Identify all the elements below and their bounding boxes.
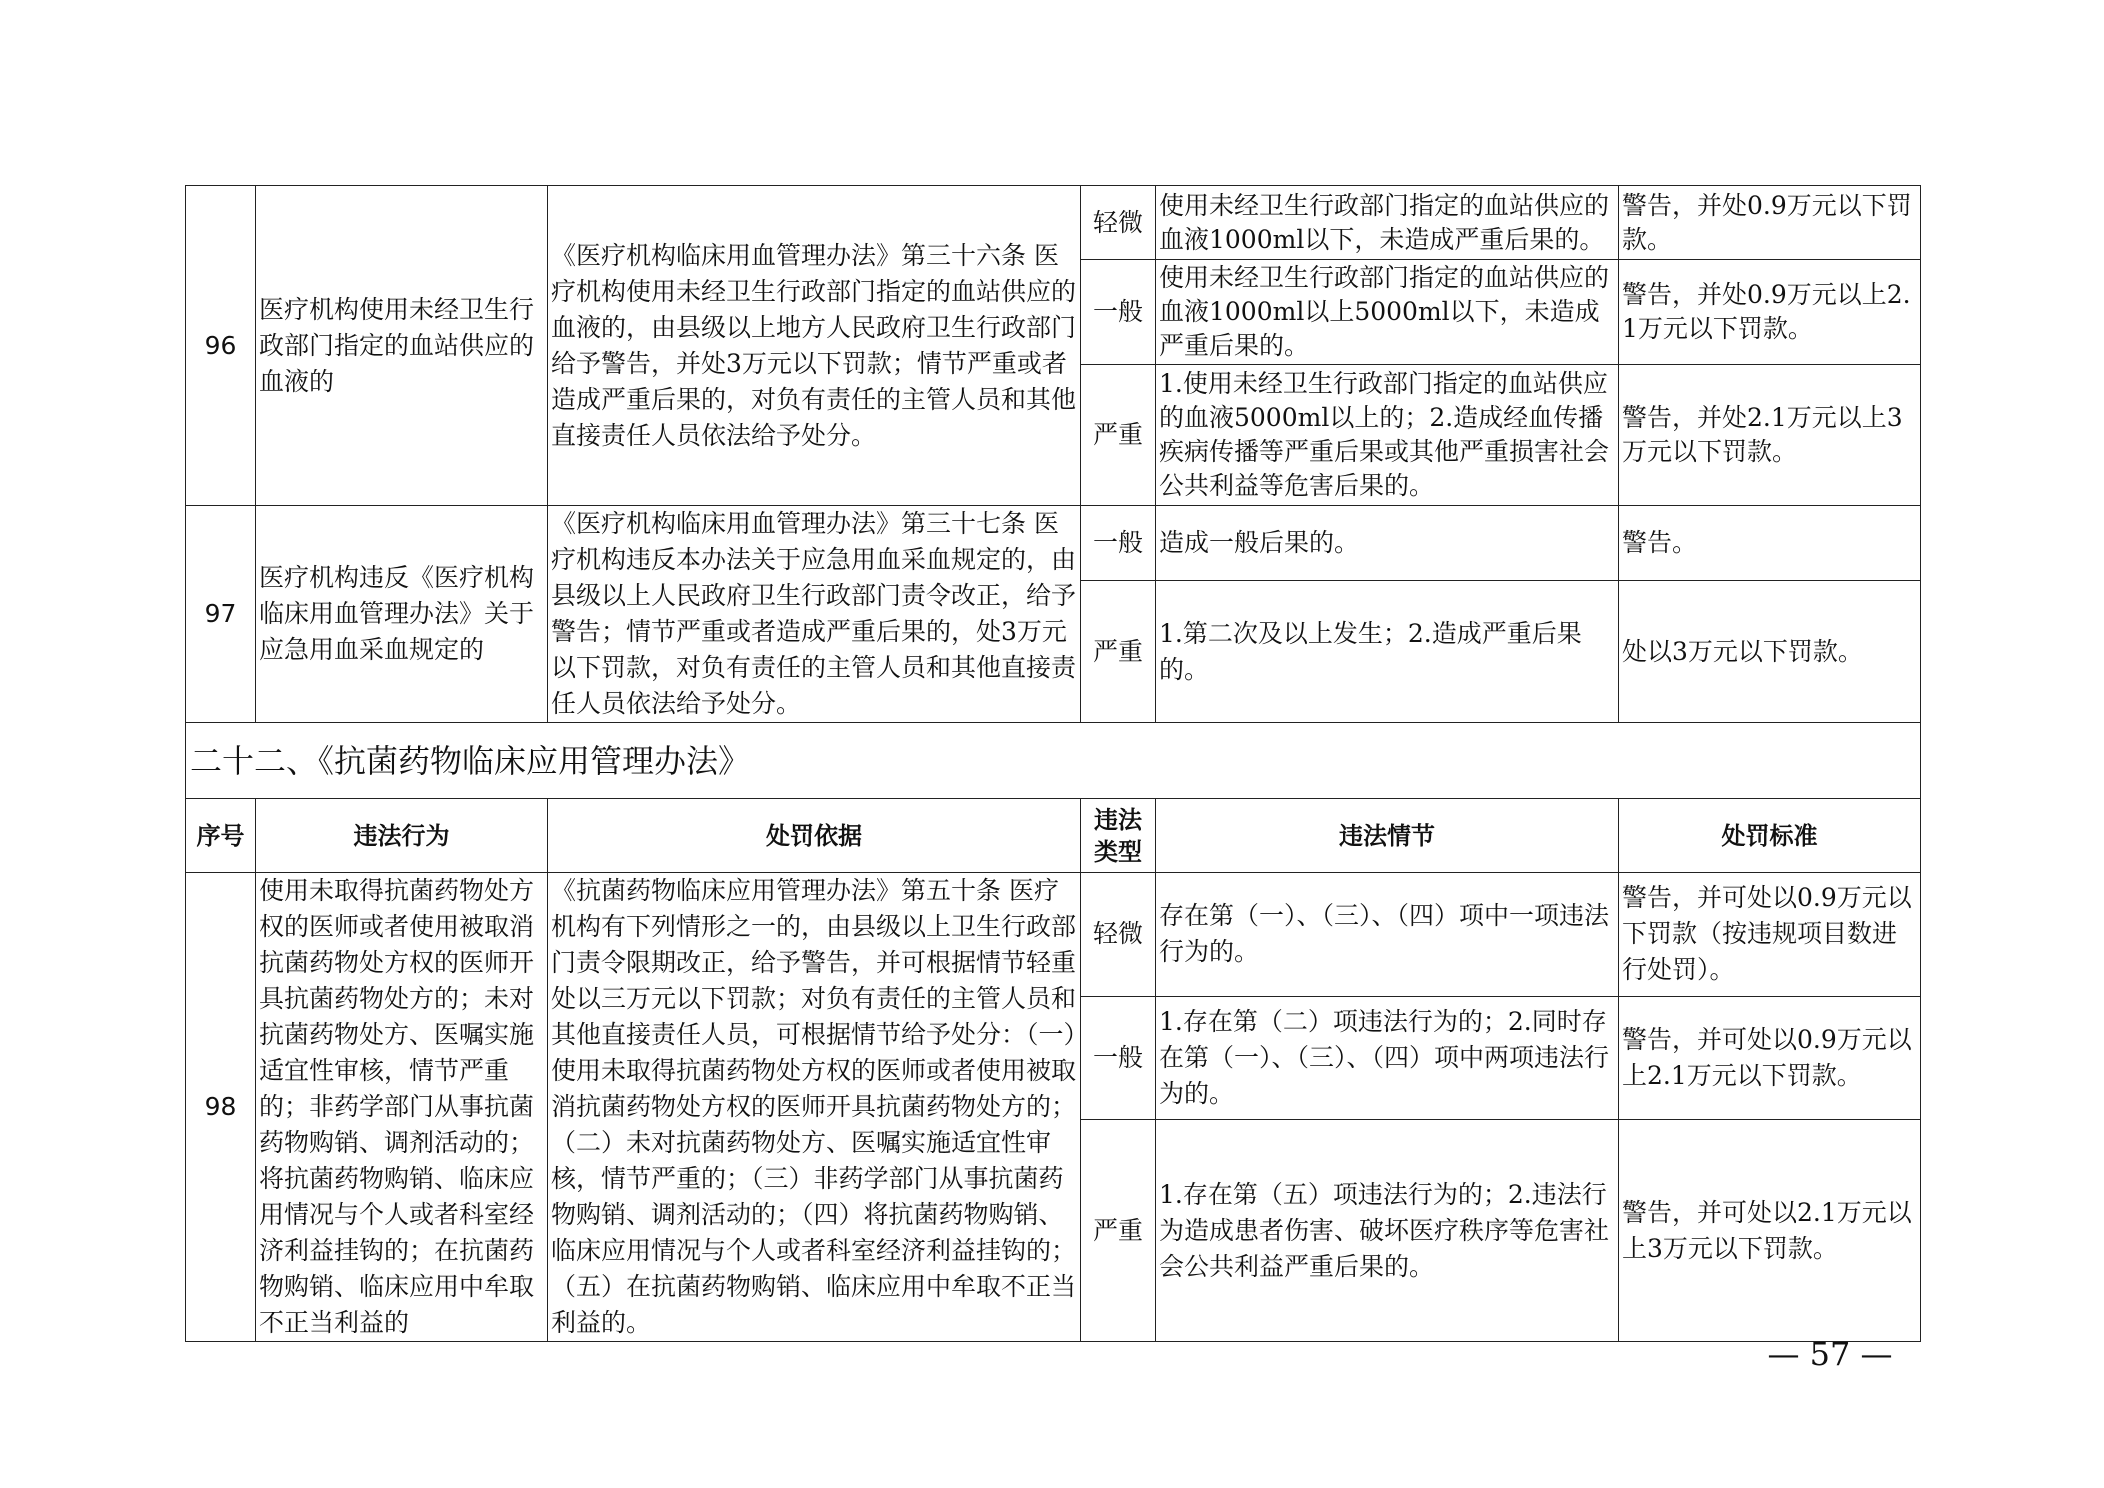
- violation-circumstance: 使用未经卫生行政部门指定的血站供应的血液1000ml以下，未造成严重后果的。: [1156, 186, 1619, 260]
- section-title: 二十二、《抗菌药物临床应用管理办法》: [186, 723, 1921, 799]
- section-row: [186, 723, 1921, 799]
- violation-circumstance: 造成一般后果的。: [1156, 506, 1619, 581]
- violation-behavior: 医疗机构违反《医疗机构临床用血管理办法》关于应急用血采血规定的: [256, 506, 548, 723]
- header-number: 序号: [186, 799, 256, 873]
- row-number: 98: [186, 873, 256, 1342]
- penalty-standard: 警告，并处2.1万元以上3万元以下罚款。: [1619, 365, 1921, 506]
- violation-circumstance: 1.存在第（二）项违法行为的；2.同时存在第（一）、（三）、（四）项中两项违法行为的。: [1156, 996, 1619, 1120]
- penalty-standard: 警告，并处0.9万元以上2.1万元以下罚款。: [1619, 260, 1921, 365]
- header-penalty: 处罚标准: [1619, 799, 1921, 873]
- penalty-standard: 警告，并处0.9万元以下罚款。: [1619, 186, 1921, 260]
- row-number: 96: [186, 186, 256, 506]
- violation-type: 轻微: [1081, 186, 1156, 260]
- row-number: 97: [186, 506, 256, 723]
- penalty-standard: 警告，并可处以0.9万元以上2.1万元以下罚款。: [1619, 996, 1921, 1120]
- penalty-basis: 《医疗机构临床用血管理办法》第三十七条 医疗机构违反本办法关于应急用血采血规定的，由县级以上人民政府卫生行政部门责令改正，给予警告；情节严重或者造成严重后果的，处3万元以下罚款，对负有责任的主管人员和其他直接责任人员依法给予处分。: [548, 506, 1081, 723]
- penalty-standard: 警告，并可处以0.9万元以下罚款（按违规项目数进行处罚）。: [1619, 873, 1921, 997]
- penalty-basis: 《医疗机构临床用血管理办法》第三十六条 医疗机构使用未经卫生行政部门指定的血站供应的血液的，由县级以上地方人民政府卫生行政部门给予警告，并处3万元以下罚款；情节严重或者造成严重后果的，对负有责任的主管人员和其他直接责任人员依法给予处分。: [548, 186, 1081, 506]
- header-behavior: 违法行为: [256, 799, 548, 873]
- violation-type: 一般: [1081, 996, 1156, 1120]
- table-row: [186, 186, 1921, 260]
- violation-type: 严重: [1081, 1120, 1156, 1342]
- violation-type: 一般: [1081, 506, 1156, 581]
- page-number: — 57 —: [1767, 1335, 1893, 1373]
- table-row: [186, 506, 1921, 581]
- penalty-standard: 处以3万元以下罚款。: [1619, 581, 1921, 723]
- table-row: [186, 873, 1921, 997]
- violation-circumstance: 使用未经卫生行政部门指定的血站供应的血液1000ml以上5000ml以下，未造成严重后果的。: [1156, 260, 1619, 365]
- violation-type: 一般: [1081, 260, 1156, 365]
- violation-behavior: 使用未取得抗菌药物处方权的医师或者使用被取消抗菌药物处方权的医师开具抗菌药物处方的；未对抗菌药物处方、医嘱实施适宜性审核，情节严重的；非药学部门从事抗菌药物购销、调剂活动的；将抗菌药物购销、临床应用情况与个人或者科室经济利益挂钩的；在抗菌药物购销、临床应用中牟取不正当利益的: [256, 873, 548, 1342]
- violation-type: 严重: [1081, 365, 1156, 506]
- violation-type: 轻微: [1081, 873, 1156, 997]
- violation-circumstance: 1.存在第（五）项违法行为的；2.违法行为造成患者伤害、破坏医疗秩序等危害社会公共利益严重后果的。: [1156, 1120, 1619, 1342]
- violation-circumstance: 1.使用未经卫生行政部门指定的血站供应的血液5000ml以上的；2.造成经血传播疾病传播等严重后果或其他严重损害社会公共利益等危害后果的。: [1156, 365, 1619, 506]
- penalty-table: [185, 185, 1921, 1342]
- penalty-standard: 警告。: [1619, 506, 1921, 581]
- penalty-basis: 《抗菌药物临床应用管理办法》第五十条 医疗机构有下列情形之一的，由县级以上卫生行政部门责令限期改正，给予警告，并可根据情节轻重处以三万元以下罚款；对负有责任的主管人员和其他直接责任人员，可根据情节给予处分：（一）使用未取得抗菌药物处方权的医师或者使用被取消抗菌药物处方权的医师开具抗菌药物处方的；（二）未对抗菌药物处方、医嘱实施适宜性审核，情节严重的；（三）非药学部门从事抗菌药物购销、调剂活动的；（四）将抗菌药物购销、临床应用情况与个人或者科室经济利益挂钩的；（五）在抗菌药物购销、临床应用中牟取不正当利益的。: [548, 873, 1081, 1342]
- violation-type: 严重: [1081, 581, 1156, 723]
- violation-circumstance: 存在第（一）、（三）、（四）项中一项违法行为的。: [1156, 873, 1619, 997]
- penalty-standard: 警告，并可处以2.1万元以上3万元以下罚款。: [1619, 1120, 1921, 1342]
- header-circumstance: 违法情节: [1156, 799, 1619, 873]
- violation-behavior: 医疗机构使用未经卫生行政部门指定的血站供应的血液的: [256, 186, 548, 506]
- header-basis: 处罚依据: [548, 799, 1081, 873]
- header-type: 违法类型: [1081, 799, 1156, 873]
- header-row: [186, 799, 1921, 873]
- violation-circumstance: 1.第二次及以上发生；2.造成严重后果的。: [1156, 581, 1619, 723]
